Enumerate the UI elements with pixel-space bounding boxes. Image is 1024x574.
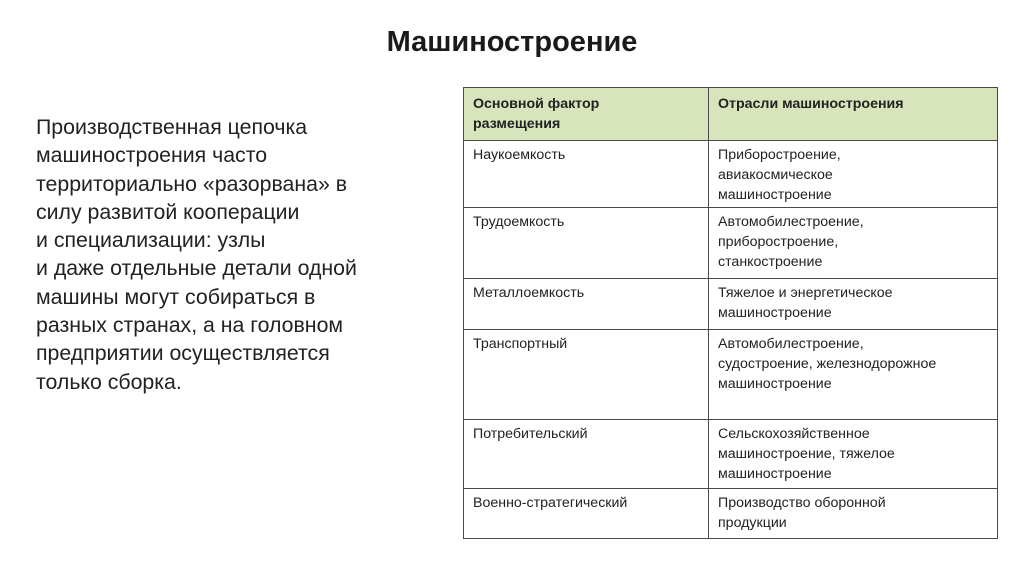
factor-cell: Металлоемкость (464, 279, 709, 330)
body-line: и специализации: узлы (36, 228, 266, 253)
branches-cell (709, 420, 998, 489)
table-row (464, 330, 998, 420)
factor-cell: Военно-стратегический (464, 489, 709, 539)
body-paragraph (36, 113, 441, 396)
branches-line: машиностроение (718, 466, 832, 482)
header-factor-line: размещения (473, 116, 561, 132)
branches-line: машиностроение (718, 376, 832, 392)
branches-line: Автомобилестроение, (718, 336, 864, 352)
table-row (464, 420, 998, 489)
body-line: машиностроения часто (36, 143, 268, 168)
branches-cell (709, 141, 998, 208)
header-factor-line: Основной фактор (473, 96, 600, 112)
factors-table (463, 87, 998, 539)
branches-line: машиностроение (718, 187, 832, 203)
body-line: Производственная цепочка (36, 115, 308, 139)
branches-line: машиностроение (718, 305, 832, 321)
header-branches: Отрасли машиностроения (709, 88, 998, 141)
body-line: и даже отдельные детали одной (36, 256, 357, 281)
body-line: силу развитой кооперации (36, 199, 300, 224)
factor-cell: Трудоемкость (464, 208, 709, 279)
table-row (464, 489, 998, 539)
factor-cell: Потребительский (464, 420, 709, 489)
header-factor (464, 88, 709, 141)
branches-line: продукции (718, 515, 787, 531)
factor-cell: Транспортный (464, 330, 709, 420)
branches-line: приборостроение, (718, 234, 839, 250)
branches-cell (709, 330, 998, 420)
branches-cell (709, 208, 998, 279)
branches-cell (709, 489, 998, 539)
factor-cell: Наукоемкость (464, 141, 709, 208)
branches-line: Сельскохозяйственное (718, 426, 870, 442)
body-line: территориально «разорвана» в (36, 171, 348, 196)
body-line: разных странах, а на головном (36, 313, 344, 338)
table-row (464, 208, 998, 279)
table-header-row (464, 88, 998, 141)
body-line: предприятии осуществляется (36, 341, 330, 366)
branches-line: Автомобилестроение, (718, 214, 864, 230)
body-line: машины могут собираться в (36, 284, 316, 309)
branches-line: судостроение, железнодорожное (718, 356, 937, 372)
branches-cell (709, 279, 998, 330)
branches-line: Производство оборонной (718, 495, 886, 511)
body-line: только сборка. (36, 369, 182, 394)
table-row (464, 279, 998, 330)
branches-line: Приборостроение, (718, 147, 841, 163)
slide-title: Машиностроение (386, 26, 638, 58)
branches-line: станкостроение (718, 254, 823, 270)
branches-line: авиакосмическое (718, 167, 833, 183)
branches-line: машиностроение, тяжелое (718, 446, 895, 462)
table-row (464, 141, 998, 208)
branches-line: Тяжелое и энергетическое (718, 285, 893, 301)
